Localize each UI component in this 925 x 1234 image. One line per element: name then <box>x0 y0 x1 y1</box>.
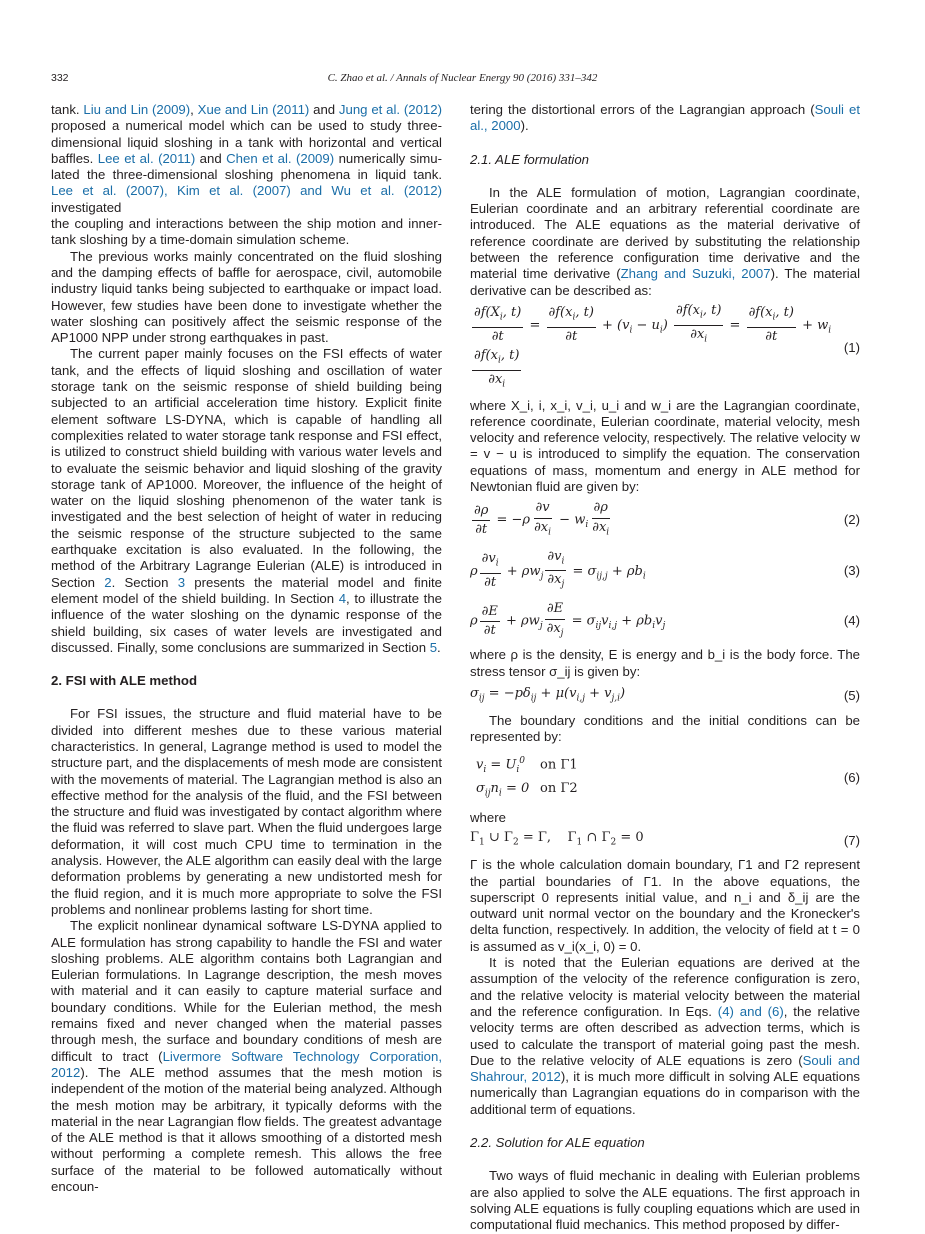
equation-4: ρ $\frac{\partial E}{\partial t}$ + $\rho w_j$ $\frac{\partial E}{\partial x_j}$ = $\sigma_{ij}v_{i,j} + \rho b_iv_j$ (4) <box>470 601 860 639</box>
text-line: proposed a numerical model which can be used to study three- <box>51 118 442 134</box>
section-heading: 2. FSI with ALE method <box>51 673 198 689</box>
text-line: where <box>470 810 506 826</box>
paragraph: tank. Liu and Lin (2009), Xue and Lin (2011) and Jung et al. (2012) <box>51 102 442 117</box>
citation-link[interactable]: Chen et al. (2009) <box>226 150 335 166</box>
text-line: dimensional liquid sloshing in a tank with horizontal and vertical <box>51 134 442 150</box>
equation-1: $\frac{\partial f(X_i, t)}{\partial t}$ = $\frac{\partial f(x_i, t)}{\partial t}$ + $(v_i - u_i)$ $\frac{\partial f(x_i, t)}{\partial x_i}$ = $\frac{\partial f(x_i, t)}{\partial t}$ + $w_i$ $\frac{\partial f(x_i, t)}{\partial x_i}$ (1) <box>474 302 860 390</box>
text-line: Lee et al. (2007), Kim et al. (2007) and Wu et al. (2012) investigated <box>51 183 442 215</box>
section-link[interactable]: 2 <box>104 574 112 590</box>
right-column <box>470 102 860 1233</box>
text-line: baffles. Lee et al. (2011) and Chen et al. (2009) numerically simu- <box>51 150 442 166</box>
citation-link[interactable]: Liu and Lin (2009) <box>83 102 191 117</box>
equation-number: (4) <box>843 613 860 629</box>
paragraph: Two ways of fluid mechanic in dealing with Eulerian problems are also applied to solve the ALE equations. The first approach in solving ALE equations is fully coupling equations which are used in computational fluid mechanics. This method proposed by differ- <box>470 1168 861 1233</box>
equation-number: (5) <box>843 688 860 704</box>
subsection-heading: 2.1. ALE formulation <box>470 151 589 167</box>
equation-number: (2) <box>843 512 860 528</box>
citation-link[interactable]: Lee et al. (2011) <box>97 150 196 166</box>
section-link[interactable]: 4 <box>338 590 347 606</box>
paragraph: In the ALE formulation of motion, Lagrangian coordinate, Eulerian coordinate and an arbitrary referential coordinate are introduced. The ALE equations as the material derivative of reference coordinate are derived by substituting the relationship between the reference configuration time derivative and the material time derivative (Zhang and Suzuki, 2007). The material derivative can be described as: <box>470 184 860 298</box>
equation-number: (1) <box>843 339 860 355</box>
paragraph: The boundary conditions and the initial conditions can be represented by: <box>470 712 860 745</box>
subsection-heading: 2.2. Solution for ALE equation <box>470 1135 645 1150</box>
citation-link[interactable]: Livermore Software Technology Corporation, 2012 <box>51 1048 442 1080</box>
paragraph: It is noted that the Eulerian equations are derived at the assumption of the velocity of the reference configuration is zero, and the relative velocity is material velocity between the material and the reference configuration. In Eqs. (4) and (6), the relative velocity terms are often described as advection terms, which is used to calculate the transport of material going past the mesh. Due to the relative velocity of ALE equations is zero (Souli and Shahrour, 2012), it is much more difficult in solving ALE equations numerically than Lagrangian equations do in comparison with the additional term of equations. <box>470 955 860 1117</box>
section-link[interactable]: 3 <box>177 574 186 590</box>
paragraph: Γ is the whole calculation domain boundary, Γ1 and Γ2 represent the partial boundaries of Γ1. In the above equations, the superscript 0 represents initial value, and n_i and δ_ij are the outward unit normal vector on the boundary and the Kronecker's delta function, respectively. In addition, the velocity of field at t = 0 is assumed as v_i(x_i, 0) = 0. <box>470 857 860 954</box>
text-line: lated the three-dimensional sloshing phenomena in liquid tank. <box>51 167 442 183</box>
equation-3: ρ $\frac{\partial v_i}{\partial t}$ + $\rho w_j$ $\frac{\partial v_i}{\partial x_j}$ = $\sigma_{ij,j} + \rho b_i$ (3) <box>470 548 860 590</box>
text-line: the coupling and interactions between the ship motion and inner- <box>51 216 442 232</box>
paragraph: The previous works mainly concentrated on the fluid sloshing and the damping effects of baffle for aerospace, civil, automobile industry liquid tanks being subjected to earthquake or impact load. However, few studies have been done to investigate whether the water sloshing can positively affect the seismic response of the AP1000 NPP under strong earthquakes in past. <box>51 248 442 346</box>
running-title: C. Zhao et al. / Annals of Nuclear Energy 90 (2016) 331–342 <box>327 72 598 84</box>
paragraph: where X_i, i, x_i, v_i, u_i and w_i are the Lagrangian coordinate, reference coordinate, Eulerian coordinate, material velocity, mesh velocity and reference velocity, respectively. The relative velocity w = v − u is introduced to simplify the equation. The conservation equations of mass, momentum and energy in ALE method for Newtonian fluid are given by: <box>470 397 860 495</box>
left-column <box>51 102 442 1195</box>
citation-link[interactable]: Souli and Shahrour, 2012 <box>470 1052 860 1085</box>
citation-link[interactable]: Souli et al., 2000 <box>470 102 860 134</box>
section-link[interactable]: 5 <box>429 639 438 655</box>
citation-link[interactable]: Zhang and Suzuki, 2007 <box>620 266 771 282</box>
equation-7: $\Gamma_1$ ∪ $\Gamma_2 = \Gamma$, $\Gamma_1$ ∩ $\Gamma_2 = 0$ (7) <box>470 830 860 848</box>
equation-number: (7) <box>843 832 860 848</box>
equation-number: (3) <box>843 562 860 578</box>
paragraph: The explicit nonlinear dynamical software LS-DYNA applied to ALE formulation has strong capability to handle the FSI and water sloshing problems. ALE algorithm contains both Lagrangian and Eulerian formulations. In Lagrange description, the mesh moves with material and it can easily to capture material surface and boundary conditions. While for the Eulerian method, the mesh remains fixed and never changed when the material passes through mesh, the surface and boundary conditions of mesh are difficult to tract (Livermore Software Technology Corporation, 2012). The ALE method assumes that the mesh motion is independent of the motion of the material being analyzed. Although the mesh motion may be arbitrary, it typically deforms with the material in the near Lagrangian flow fields. The greatest advantage of the ALE method is that it allows smoothing of a distorted mesh without performing a complete remesh. This allows the free surface of the material to be followed automatically without encoun- <box>51 918 442 1194</box>
citation-link[interactable]: Lee et al. (2007), Kim et al. (2007) and Wu et al. (2012) <box>51 183 442 199</box>
paragraph: For FSI issues, the structure and fluid material have to be divided into different meshes due to these various material characteristics. In general, Lagrange method is used to model the structure part, and the displacements of mesh mode are consistent with the movements of material. The Lagrangian method is also an effective method for the analysis of the fluid, and the FSI between the structure and fluid was investigated by contact algorithm where the fluid was referred to slave part. When the fluid undergoes large deformation, it will cost much CPU time to termination in the analysis. However, the ALE algorithm can easily deal with the large deformation problems by generating a new undistorted mesh for the fluid region, and it is much more appropriate to solve the FSI problems and nonlinear problems lasting for short time. <box>51 706 442 917</box>
equation-2: $\frac{\partial\rho}{\partial t}$ = −ρ $\frac{\partial v}{\partial x_i}$ − $w_i$ $\frac{\partial\rho}{\partial x_i}$ (2) <box>474 500 860 538</box>
equation-number: (6) <box>843 769 860 785</box>
citation-link[interactable]: Jung et al. (2012) <box>338 102 442 117</box>
paragraph: where ρ is the density, E is energy and b_i is the body force. The stress tensor σ_ij is given by: <box>470 647 860 679</box>
text-line: tank sloshing by a time-domain simulation scheme. <box>51 232 350 248</box>
equation-5: $\sigma_{ij} = -p\delta_{ij} + \mu(v_{i,j} + v_{j,i})$ (5) <box>470 686 860 704</box>
equation-link[interactable]: (4) and (6) <box>717 1003 784 1019</box>
paragraph: tering the distortional errors of the Lagrangian approach (Souli et al., 2000). <box>470 102 860 134</box>
page-number: 332 <box>51 72 69 84</box>
citation-link[interactable]: Xue and Lin (2011) <box>197 102 310 117</box>
paragraph: The current paper mainly focuses on the FSI effects of water tank, and the effects of liquid sloshing and oscillation of water storage tank on the seismic response of shield building being subjected to an artificial acceleration time history. Explicit finite element software LS-DYNA, which is capable of handling all complexities related to water storage tank response and FSI effect, is utilized to construct shield building with various water levels and to evaluate the seismic behavior and liquid sloshing of the gravity storage tank of AP1000. Moreover, the influence of the height of water on the liquid sloshing phenomenon of the water tank is investigated and the best selection of height of water in reducing the seismic response of the structure subjected to the same earthquake excitation is also evaluated. In the following, the method of the Arbitrary Lagrange Eulerian (ALE) is introduced in Section 2. Section 3 presents the material model and finite element model of the shield building. In Section 4, to illustrate the influence of the water sloshing on the dynamic response of the shield building, six cases of water levels are investigated and discussed. Finally, some conclusions are summarized in Section 5. <box>51 346 443 655</box>
equation-6: $v_i = U_i^0$ on Γ1 $\sigma_{ij}n_i = 0$ on Γ2 (6) <box>476 755 860 800</box>
